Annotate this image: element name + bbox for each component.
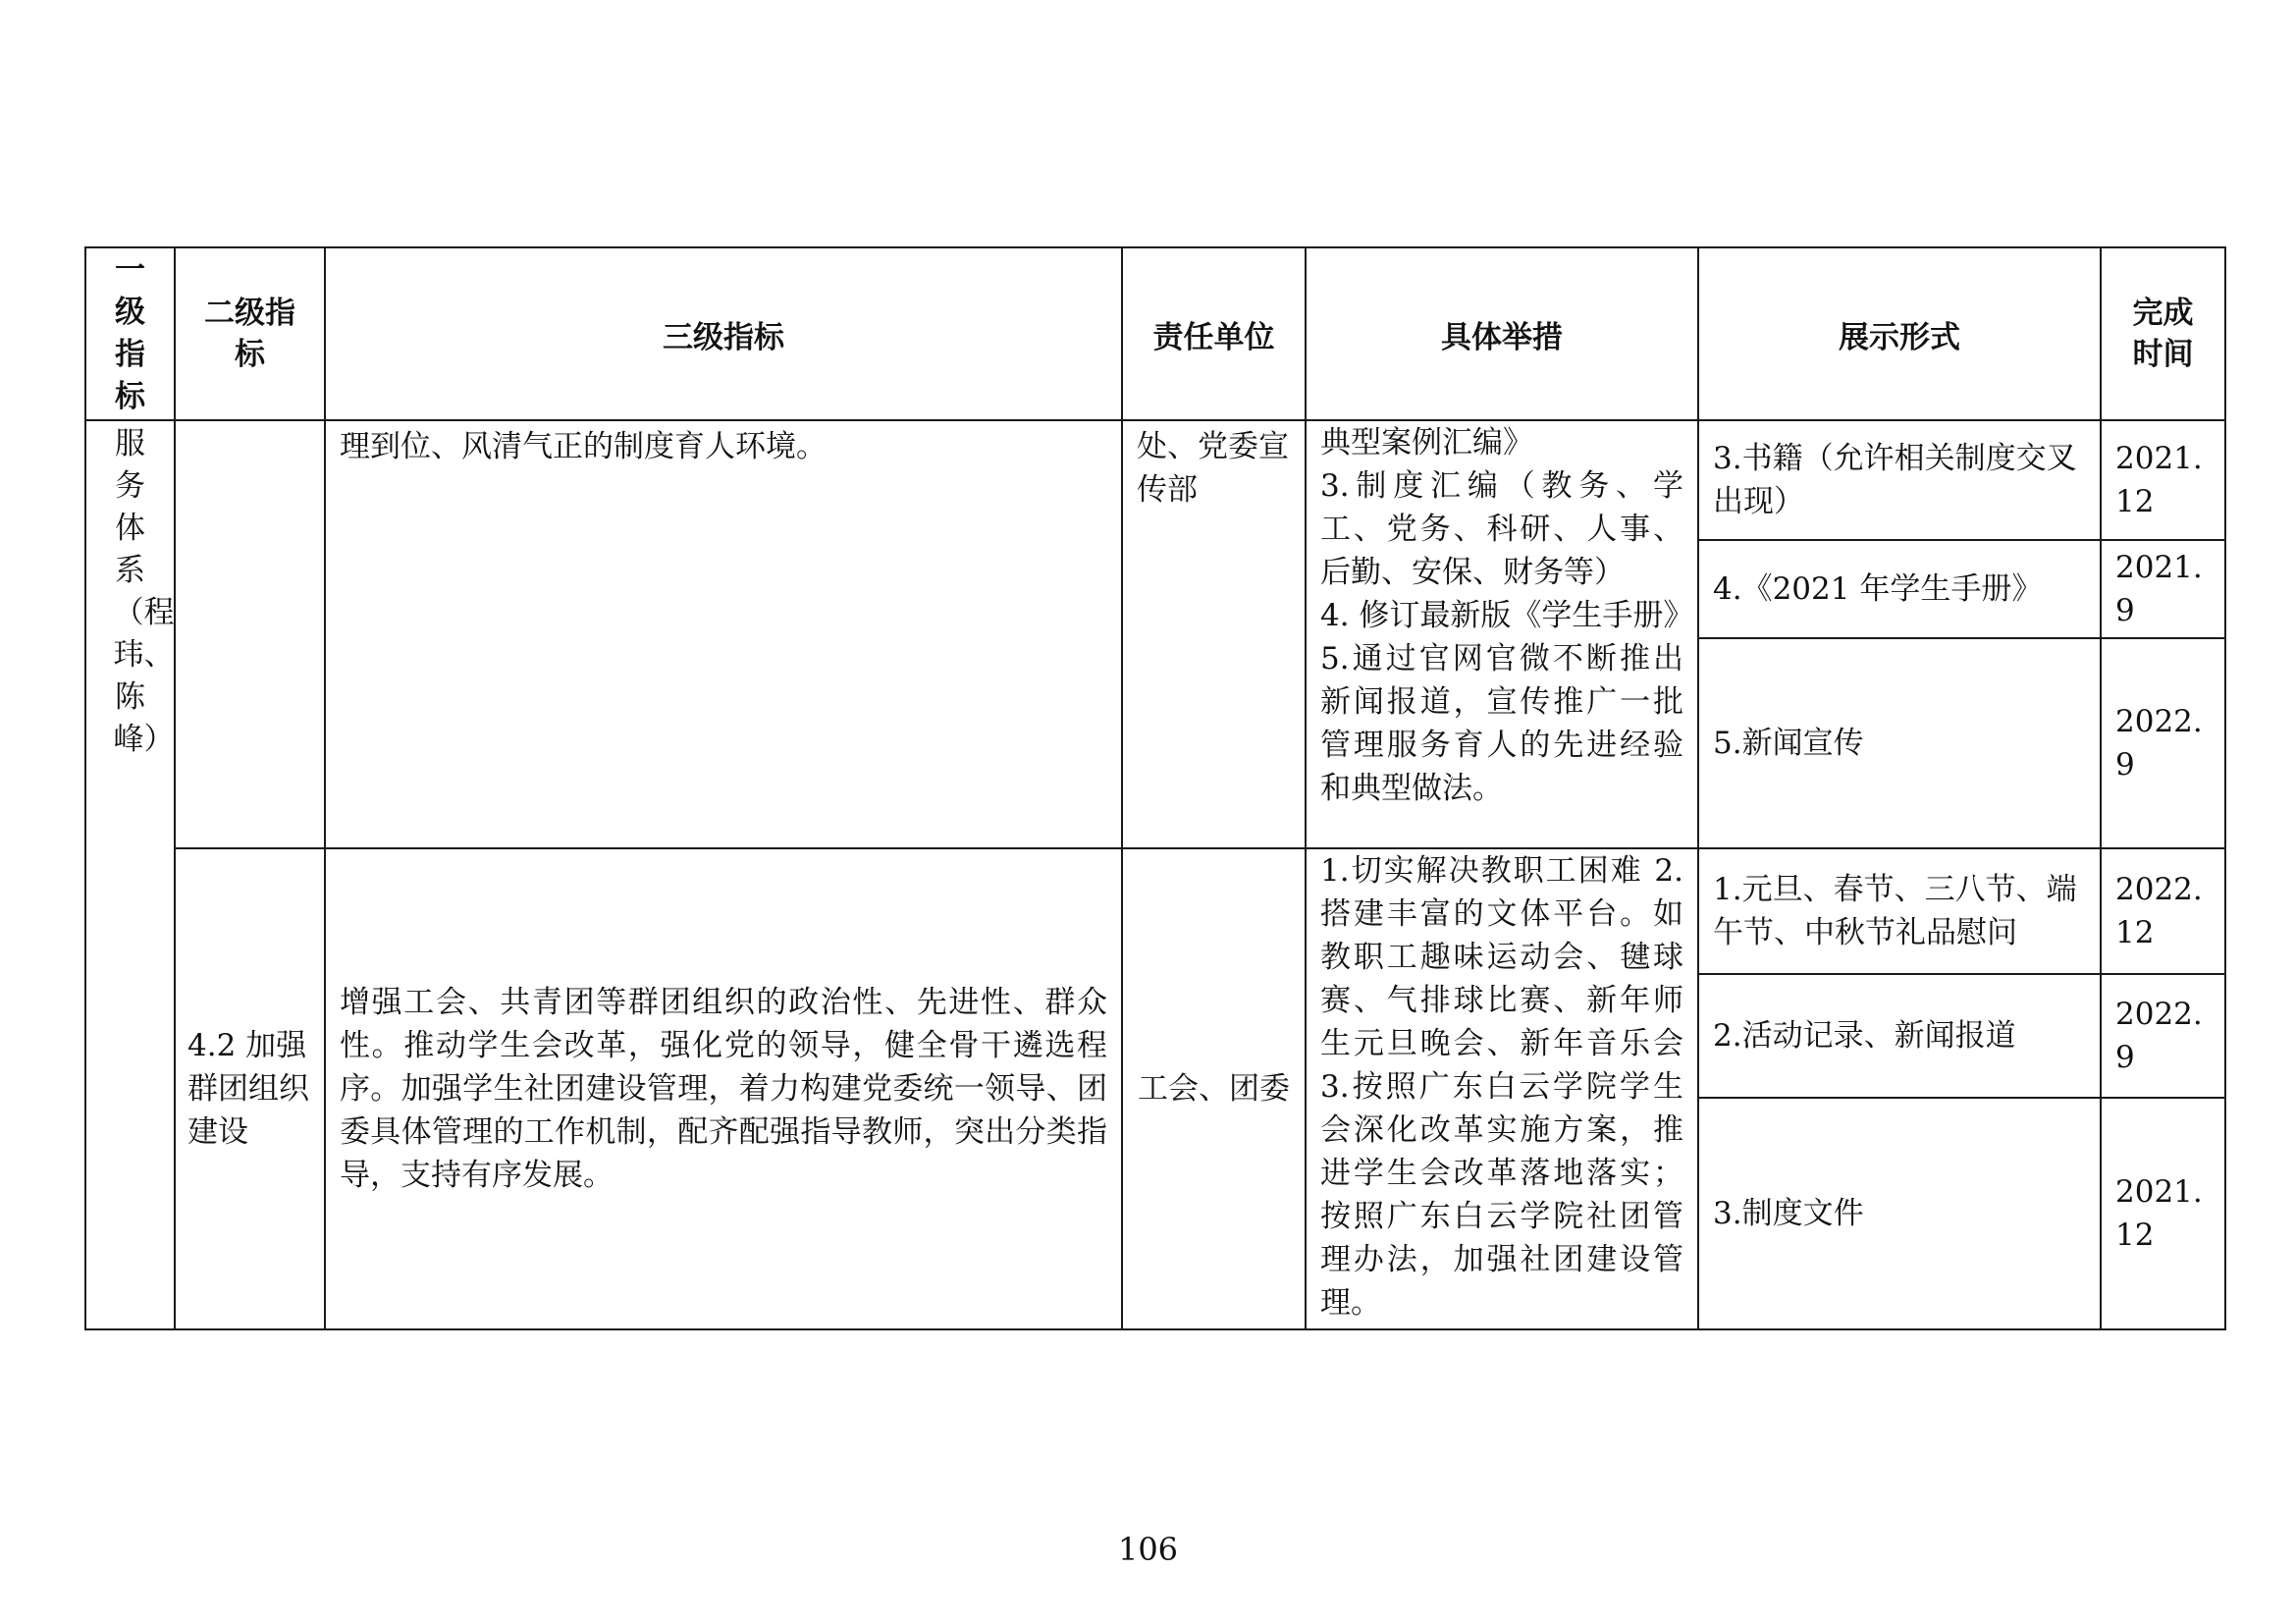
time-cell: 2022.9 <box>2101 974 2225 1098</box>
page-number: 106 <box>1117 1531 1179 1568</box>
table-row <box>85 420 2225 540</box>
time-cell: 2021.12 <box>2101 420 2225 540</box>
level3-cell: 增强工会、共青团等群团组织的政治性、先进性、群众性。推动学生会改革，强化党的领导，健全骨干遴选程序。加强学生社团建设管理，着力构建党委统一领导、团委具体管理的工作机制，配齐配强指导教师，突出分类指导，支持有序发展。 <box>325 848 1122 1329</box>
table-row <box>85 848 2225 974</box>
display-cell: 1.元旦、春节、三八节、端午节、中秋节礼品慰问 <box>1698 848 2101 974</box>
display-cell: 3.制度文件 <box>1698 1098 2101 1329</box>
indicator-table <box>84 246 2226 1330</box>
measures-cell <box>1306 420 1698 848</box>
measures-cell: 1.切实解决教职工困难 2.搭建丰富的文体平台。如教职工趣味运动会、毽球赛、气排球比赛、新年师生元旦晚会、新年音乐会 3.按照广东白云学院学生会深化改革实施方案，推进学生会改革落地落实；按照广东白云学院社团管理办法，加强社团建设管理。 <box>1306 848 1698 1329</box>
header-row <box>85 247 2225 420</box>
measure-item: 4. 修订最新版《学生手册》 <box>1320 598 1694 633</box>
header-measures: 具体举措 <box>1306 247 1698 420</box>
time-cell: 2022.12 <box>2101 848 2225 974</box>
unit-cell: 处、党委宣传部 <box>1122 420 1306 848</box>
measure-item: 典型案例汇编》 <box>1320 425 1533 460</box>
header-display: 展示形式 <box>1698 247 2101 420</box>
display-cell: 2.活动记录、新闻报道 <box>1698 974 2101 1098</box>
time-cell: 2022.9 <box>2101 638 2225 848</box>
level3-cell: 理到位、风清气正的制度育人环境。 <box>325 420 1122 848</box>
header-unit: 责任单位 <box>1122 247 1306 420</box>
header-time: 完成时间 <box>2101 247 2225 420</box>
display-cell: 5.新闻宣传 <box>1698 638 2101 848</box>
unit-cell: 工会、团委 <box>1122 848 1306 1329</box>
level1-cell <box>85 420 175 1329</box>
header-level1: 一级指标 <box>85 247 175 420</box>
level2-cell <box>175 420 325 848</box>
level2-cell: 4.2 加强群团组织建设 <box>175 848 325 1329</box>
display-cell: 4.《2021 年学生手册》 <box>1698 540 2101 638</box>
level1-value: 服务体系（程玮、陈峰） <box>113 426 175 757</box>
measure-item: 5.通过官网官微不断推出新闻报道，宣传推广一批管理服务育人的先进经验和典型做法。 <box>1320 641 1683 806</box>
header-level3: 三级指标 <box>325 247 1122 420</box>
header-level2: 二级指标 <box>175 247 325 420</box>
time-cell: 2021.12 <box>2101 1098 2225 1329</box>
time-cell: 2021.9 <box>2101 540 2225 638</box>
display-cell: 3.书籍（允许相关制度交叉出现） <box>1698 420 2101 540</box>
measure-item: 3.制度汇编（教务、学工、党务、科研、人事、后勤、安保、财务等） <box>1320 468 1683 590</box>
